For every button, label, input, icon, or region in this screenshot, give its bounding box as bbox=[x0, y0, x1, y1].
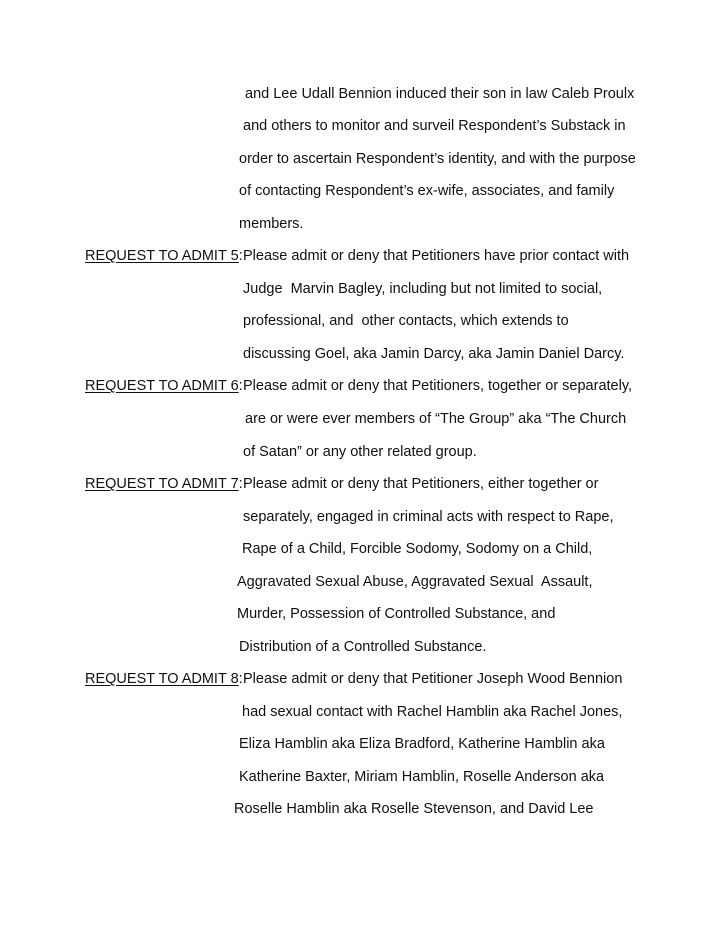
request-label-separator: : bbox=[238, 248, 243, 264]
request-label-text: REQUEST TO ADMIT 7 bbox=[85, 476, 239, 492]
request-label-separator: : bbox=[238, 671, 243, 687]
request-7-line: Murder, Possession of Controlled Substance, and bbox=[237, 606, 556, 622]
request-label-text: REQUEST TO ADMIT 6 bbox=[85, 378, 239, 394]
intro-line: order to ascertain Respondent’s identity, and with the purpose bbox=[239, 151, 636, 167]
intro-line: of contacting Respondent’s ex-wife, associates, and family bbox=[239, 183, 615, 199]
request-label-8 bbox=[85, 670, 243, 688]
request-8-line: Please admit or deny that Petitioner Joseph Wood Bennion bbox=[243, 671, 623, 687]
request-6-line: of Satan” or any other related group. bbox=[243, 444, 477, 460]
request-7-line: separately, engaged in criminal acts with respect to Rape, bbox=[243, 509, 614, 525]
request-5-line: Please admit or deny that Petitioners have prior contact with bbox=[243, 248, 630, 264]
request-7-line: Distribution of a Controlled Substance. bbox=[239, 639, 487, 655]
request-label-separator: : bbox=[238, 378, 243, 394]
request-5-line: discussing Goel, aka Jamin Darcy, aka Jamin Daniel Darcy. bbox=[243, 346, 625, 362]
request-7-line: Please admit or deny that Petitioners, either together or bbox=[243, 476, 599, 492]
request-8-line: Eliza Hamblin aka Eliza Bradford, Katherine Hamblin aka bbox=[239, 736, 605, 752]
intro-line: and Lee Udall Bennion induced their son in law Caleb Proulx bbox=[245, 86, 635, 102]
request-5-line: professional, and other contacts, which extends to bbox=[243, 313, 569, 329]
request-8-line: had sexual contact with Rachel Hamblin aka Rachel Jones, bbox=[242, 704, 623, 720]
request-label-text: REQUEST TO ADMIT 5 bbox=[85, 248, 239, 264]
request-6-line: Please admit or deny that Petitioners, together or separately, bbox=[243, 378, 633, 394]
request-6-line: are or were ever members of “The Group” aka “The Church bbox=[245, 411, 627, 427]
request-7-line: Rape of a Child, Forcible Sodomy, Sodomy on a Child, bbox=[242, 541, 593, 557]
request-label-7 bbox=[85, 475, 243, 493]
request-label-6 bbox=[85, 377, 243, 395]
request-label-5 bbox=[85, 247, 243, 265]
request-5-line: Judge Marvin Bagley, including but not limited to social, bbox=[243, 281, 603, 297]
request-8-line: Katherine Baxter, Miriam Hamblin, Roselle Anderson aka bbox=[239, 769, 605, 785]
intro-line: and others to monitor and surveil Respondent’s Substack in bbox=[243, 118, 626, 134]
request-label-text: REQUEST TO ADMIT 8 bbox=[85, 671, 239, 687]
request-label-separator: : bbox=[238, 476, 243, 492]
request-7-line: Aggravated Sexual Abuse, Aggravated Sexual Assault, bbox=[237, 574, 593, 590]
intro-line: members. bbox=[239, 216, 304, 232]
request-8-line: Roselle Hamblin aka Roselle Stevenson, and David Lee bbox=[234, 801, 594, 817]
